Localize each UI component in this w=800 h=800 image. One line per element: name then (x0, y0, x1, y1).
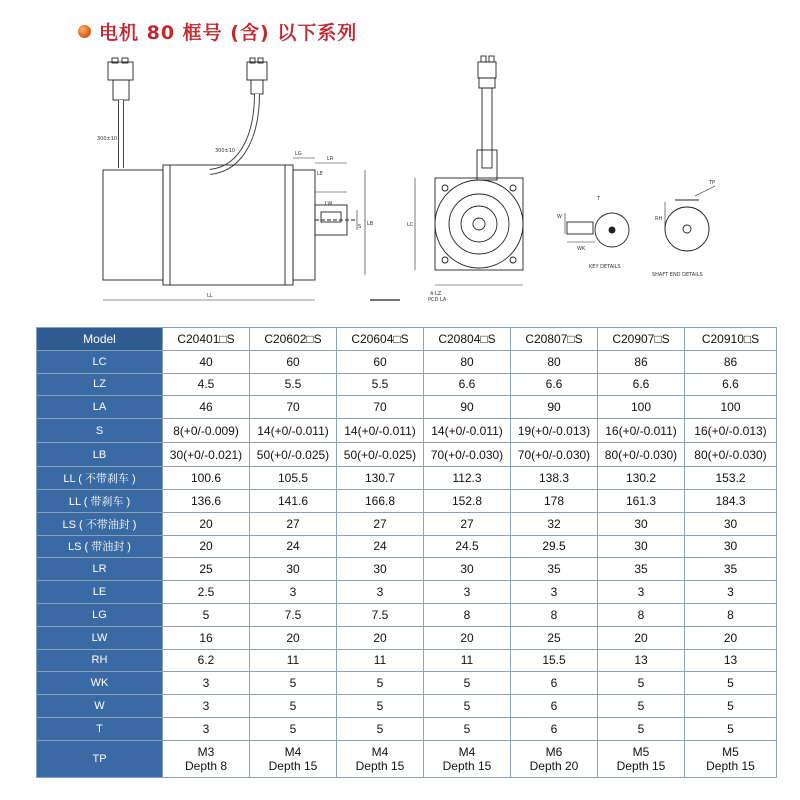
page-title: 电机 80 框号 (含) 以下系列 (99, 21, 358, 44)
title-row (78, 14, 357, 48)
value-cell: 30(+0/-0.021) (163, 443, 250, 467)
value-cell: 6.6 (424, 373, 511, 396)
value-cell: 138.3 (511, 467, 598, 490)
thread-size: M3 (197, 744, 215, 759)
lc-label: LC (407, 222, 414, 228)
thread-depth: Depth 8 (184, 758, 228, 773)
value-cell: 5 (598, 672, 685, 695)
row-label-cell: LG (37, 603, 163, 626)
value-cell: 184.3 (685, 489, 777, 512)
value-cell: 141.6 (250, 489, 337, 512)
table-row (37, 558, 777, 581)
tp-value-cell (598, 740, 685, 777)
value-cell: 6.6 (685, 373, 777, 396)
value-cell: 6.6 (598, 373, 685, 396)
row-label-cell: T (37, 717, 163, 740)
w-label: W (557, 214, 562, 220)
table-row (37, 443, 777, 467)
thread-depth: Depth 15 (616, 758, 666, 773)
row-label-cell: LR (37, 558, 163, 581)
value-cell: 29.5 (511, 535, 598, 558)
table-header-row (37, 328, 777, 351)
value-cell: 161.3 (598, 489, 685, 512)
lz-label: 4-LZ (430, 291, 442, 297)
tp-value-cell (250, 740, 337, 777)
value-cell: 4.5 (163, 373, 250, 396)
value-cell: 80 (511, 350, 598, 373)
value-cell: 90 (424, 396, 511, 419)
value-cell: 8 (685, 603, 777, 626)
front-view (415, 56, 523, 285)
value-cell: 50(+0/-0.025) (250, 443, 337, 467)
value-cell: 13 (598, 649, 685, 672)
value-cell: 35 (598, 558, 685, 581)
table-row (37, 489, 777, 512)
value-cell: 112.3 (424, 467, 511, 490)
ll-label: LL (207, 293, 213, 299)
value-cell: 30 (337, 558, 424, 581)
value-cell: 27 (424, 512, 511, 535)
row-label-cell: LW (37, 626, 163, 649)
tp-value-cell (685, 740, 777, 777)
thread-size: M4 (371, 744, 389, 759)
value-cell: 24 (250, 535, 337, 558)
value-cell: 5 (685, 695, 777, 718)
table-row (37, 626, 777, 649)
value-cell: 3 (337, 581, 424, 604)
value-cell: 3 (511, 581, 598, 604)
table-row (37, 512, 777, 535)
row-label-cell: WK (37, 672, 163, 695)
row-label-cell: RH (37, 649, 163, 672)
value-cell: 20 (250, 626, 337, 649)
value-cell: 6.6 (511, 373, 598, 396)
value-cell: 13 (685, 649, 777, 672)
table-row (37, 672, 777, 695)
value-cell: 80(+0/-0.030) (598, 443, 685, 467)
value-cell: 2.5 (163, 581, 250, 604)
value-cell: 80(+0/-0.030) (685, 443, 777, 467)
value-cell: 5 (337, 672, 424, 695)
value-cell: 152.8 (424, 489, 511, 512)
value-cell: 7.5 (337, 603, 424, 626)
thread-size: M5 (722, 744, 739, 759)
value-cell: 153.2 (685, 467, 777, 490)
value-cell: 5 (685, 672, 777, 695)
cable1-label: 300±10 (97, 136, 118, 142)
value-cell: 14(+0/-0.011) (250, 419, 337, 443)
lw-label: LW (325, 201, 333, 207)
value-cell: 5.5 (337, 373, 424, 396)
value-cell: 30 (685, 535, 777, 558)
value-cell: 24.5 (424, 535, 511, 558)
row-label-cell: LB (37, 443, 163, 467)
spec-table (36, 327, 777, 778)
table-row (37, 396, 777, 419)
value-cell: 20 (424, 626, 511, 649)
key-details-label: KEY DETAILS (589, 264, 621, 270)
model-column-header: C20602□S (250, 328, 337, 351)
value-cell: 5 (250, 672, 337, 695)
value-cell: 8 (424, 603, 511, 626)
lb-label: LB (367, 221, 374, 227)
tp-value-cell (424, 740, 511, 777)
value-cell: 6.2 (163, 649, 250, 672)
value-cell: 8 (598, 603, 685, 626)
value-cell: 19(+0/-0.013) (511, 419, 598, 443)
table-row (37, 419, 777, 443)
value-cell: 5 (250, 717, 337, 740)
table-row (37, 695, 777, 718)
value-cell: 14(+0/-0.011) (337, 419, 424, 443)
value-cell: 130.7 (337, 467, 424, 490)
row-label-cell: W (37, 695, 163, 718)
table-row (37, 535, 777, 558)
value-cell: 5 (598, 717, 685, 740)
value-cell: 16(+0/-0.011) (598, 419, 685, 443)
wk-label: WK (577, 246, 586, 252)
value-cell: 5 (424, 717, 511, 740)
value-cell: 11 (424, 649, 511, 672)
table-row (37, 373, 777, 396)
value-cell: 16(+0/-0.013) (685, 419, 777, 443)
value-cell: 70 (337, 396, 424, 419)
value-cell: 20 (163, 512, 250, 535)
value-cell: 3 (163, 717, 250, 740)
value-cell: 130.2 (598, 467, 685, 490)
tp-value-cell (337, 740, 424, 777)
tp-value-cell (163, 740, 250, 777)
value-cell: 8(+0/-0.009) (163, 419, 250, 443)
le-label: LE (317, 171, 323, 177)
row-label-cell: LC (37, 350, 163, 373)
thread-size: M6 (545, 744, 563, 759)
table-row (37, 581, 777, 604)
key-details-view (565, 213, 629, 247)
lg-label: LG (295, 151, 302, 157)
table-row-tp (37, 740, 777, 777)
value-cell: 5 (424, 672, 511, 695)
value-cell: 5 (250, 695, 337, 718)
value-cell: 46 (163, 396, 250, 419)
value-cell: 3 (163, 672, 250, 695)
value-cell: 100 (685, 396, 777, 419)
value-cell: 35 (685, 558, 777, 581)
shaft-end-view (665, 186, 715, 251)
table-body (37, 350, 777, 777)
value-cell: 100 (598, 396, 685, 419)
thread-depth: Depth 15 (268, 758, 318, 773)
value-cell: 8 (511, 603, 598, 626)
value-cell: 80 (424, 350, 511, 373)
value-cell: 20 (163, 535, 250, 558)
value-cell: 25 (163, 558, 250, 581)
value-cell: 6 (511, 717, 598, 740)
value-cell: 30 (250, 558, 337, 581)
value-cell: 5 (337, 717, 424, 740)
motor-dimension-drawing (95, 50, 735, 320)
value-cell: 30 (598, 512, 685, 535)
value-cell: 14(+0/-0.011) (424, 419, 511, 443)
s-label: S (358, 224, 362, 230)
value-cell: 20 (337, 626, 424, 649)
t-label: T (597, 196, 601, 202)
value-cell: 105.5 (250, 467, 337, 490)
thread-size: M4 (284, 744, 302, 759)
model-column-header: C20604□S (337, 328, 424, 351)
row-label-cell: LA (37, 396, 163, 419)
thread-depth: Depth 15 (706, 758, 755, 773)
value-cell: 30 (598, 535, 685, 558)
table-row (37, 717, 777, 740)
value-cell: 60 (250, 350, 337, 373)
technical-drawings (95, 50, 735, 320)
lr-label: LR (327, 156, 334, 162)
thread-depth: Depth 15 (442, 758, 492, 773)
shaft-end-details-label: SHAFT END DETAILS (652, 272, 703, 278)
value-cell: 3 (424, 581, 511, 604)
value-cell: 30 (685, 512, 777, 535)
value-cell: 5 (685, 717, 777, 740)
value-cell: 6 (511, 695, 598, 718)
value-cell: 70(+0/-0.030) (511, 443, 598, 467)
table-row (37, 350, 777, 373)
model-column-header: C20907□S (598, 328, 685, 351)
pcd-label: PCD LA (428, 297, 447, 303)
value-cell: 90 (511, 396, 598, 419)
row-label-cell: LE (37, 581, 163, 604)
value-cell: 3 (250, 581, 337, 604)
cable2-label: 300±10 (215, 148, 236, 154)
value-cell: 100.6 (163, 467, 250, 490)
row-label-cell: LL ( 不带刹车 ) (37, 467, 163, 490)
value-cell: 16 (163, 626, 250, 649)
value-cell: 30 (424, 558, 511, 581)
value-cell: 5 (163, 603, 250, 626)
value-cell: 6 (511, 672, 598, 695)
table-row (37, 467, 777, 490)
value-cell: 20 (685, 626, 777, 649)
value-cell: 70(+0/-0.030) (424, 443, 511, 467)
value-cell: 20 (598, 626, 685, 649)
value-cell: 178 (511, 489, 598, 512)
thread-size: M4 (458, 744, 476, 759)
value-cell: 15.5 (511, 649, 598, 672)
model-column-header: C20910□S (685, 328, 777, 351)
thread-depth: Depth 15 (355, 758, 405, 773)
tp-label: TP (709, 180, 716, 186)
value-cell: 70 (250, 396, 337, 419)
value-cell: 3 (685, 581, 777, 604)
value-cell: 50(+0/-0.025) (337, 443, 424, 467)
thread-size: M5 (632, 744, 650, 759)
value-cell: 27 (337, 512, 424, 535)
table-row (37, 603, 777, 626)
value-cell: 3 (598, 581, 685, 604)
value-cell: 166.8 (337, 489, 424, 512)
value-cell: 7.5 (250, 603, 337, 626)
model-header-cell: Model (37, 328, 163, 351)
value-cell: 5 (424, 695, 511, 718)
value-cell: 11 (250, 649, 337, 672)
value-cell: 5 (337, 695, 424, 718)
thread-depth: Depth 20 (529, 758, 579, 773)
value-cell: 3 (163, 695, 250, 718)
value-cell: 136.6 (163, 489, 250, 512)
model-column-header: C20401□S (163, 328, 250, 351)
model-column-header: C20807□S (511, 328, 598, 351)
value-cell: 86 (685, 350, 777, 373)
value-cell: 35 (511, 558, 598, 581)
model-column-header: C20804□S (424, 328, 511, 351)
rh-label: RH (655, 216, 663, 222)
value-cell: 5.5 (250, 373, 337, 396)
value-cell: 24 (337, 535, 424, 558)
value-cell: 86 (598, 350, 685, 373)
row-label-cell: LZ (37, 373, 163, 396)
value-cell: 32 (511, 512, 598, 535)
row-label-cell: LS ( 带油封 ) (37, 535, 163, 558)
value-cell: 11 (337, 649, 424, 672)
orange-bullet-icon (78, 25, 91, 38)
row-label-cell: LS ( 不带油封 ) (37, 512, 163, 535)
value-cell: 60 (337, 350, 424, 373)
row-label-cell: LL ( 带刹车 ) (37, 489, 163, 512)
row-label-cell: S (37, 419, 163, 443)
value-cell: 40 (163, 350, 250, 373)
value-cell: 25 (511, 626, 598, 649)
value-cell: 5 (598, 695, 685, 718)
value-cell: 27 (250, 512, 337, 535)
row-label-cell: TP (37, 740, 163, 777)
table-row (37, 649, 777, 672)
side-view (103, 58, 400, 300)
tp-value-cell (511, 740, 598, 777)
